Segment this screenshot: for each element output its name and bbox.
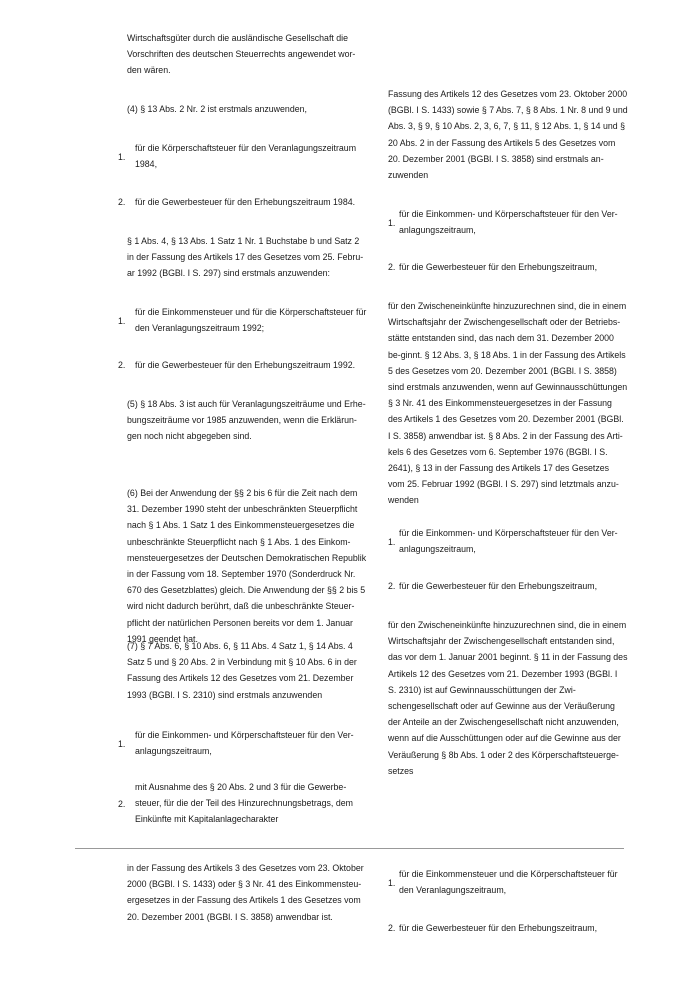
list-item: 2. für die Gewerbesteuer für den Erhebungszeitraum 1984. — [118, 197, 356, 207]
list-item: 1. für die Einkommen- und Körperschaftsteuer für den Ver-anlagungszeitraum, — [388, 528, 618, 555]
section-divider — [75, 848, 624, 849]
list-item: 1. für die Einkommen- und Körperschaftsteuer für den Ver-anlagungszeitraum, — [388, 209, 618, 236]
list-item: 1. für die Einkommensteuer und für die Körperschaftsteuer für den Veranlagungszeitraum 1992; — [118, 307, 367, 334]
right-column — [388, 0, 628, 840]
list-item: 2. für die Gewerbesteuer für den Erhebungszeitraum 1992. — [118, 360, 356, 370]
paragraph-7: (7) § 7 Abs. 6, § 10 Abs. 6, § 11 Abs. 4 Satz 1, § 14 Abs. 4 Satz 5 und § 20 Abs. 2 in Verbindung mit § 10 Abs. 6 in der Fassung des Artikels 12 des Gesetzes vom 21. Dezember 1993 (BGBl. I S. 2310) sind erstmals anzuwenden — [127, 641, 357, 700]
list-item: 1. für die Einkommensteuer und die Körperschaftsteuer für den Veranlagungszeitraum, — [388, 869, 618, 896]
paragraph: für den Zwischeneinkünfte hinzuzurechnen sind, die in einem Wirtschaftsjahr der Zwischengesellschaft entstanden sind, das vor dem 1. Januar 2001 beginnt. § 11 in der Fassung des Artikels 12 des Gesetzes vom 21. Dezember 1993 (BGBl. I S. 2310) ist auf Gewinnausschüttungen der Zwi-schengesellschaft oder auf Gewinne aus der Veräußerung der Anteile an der Zwischengesellschaft nicht anzuwenden, wenn auf die Ausschüttungen oder auf die Gewinne aus der Veräußerung § 8b Abs. 1 oder 2 des Körperschaftsteuerge-setzes — [388, 620, 628, 776]
paragraph-5: (5) § 18 Abs. 3 ist auch für Veranlagungszeiträume und Erhe-bungszeiträume vor 1985 anzuwenden, wenn die Erklärun-gen noch nicht abgegeben sind. — [127, 399, 366, 442]
list-item: 1. für die Körperschaftsteuer für den Veranlagungszeitraum 1984, — [118, 143, 357, 170]
left-column — [118, 0, 367, 840]
paragraph-4: (4) § 13 Abs. 2 Nr. 2 ist erstmals anzuwenden, — [127, 104, 307, 114]
bottom-right-column — [388, 860, 628, 980]
bottom-left-column — [127, 860, 367, 980]
list-item: 2. für die Gewerbesteuer für den Erhebungszeitraum, — [388, 581, 598, 591]
paragraph: Fassung des Artikels 12 des Gesetzes vom 23. Oktober 2000 (BGBl. I S. 1433) sowie § 7 Abs. 7, § 8 Abs. 1 Nr. 8 und 9 und Abs. 3, § 9, § 10 Abs. 2, 3, 6, 7, § 11, § 12 Abs. 1, § 14 und § 20 Abs. 2 in der Fassung des Artikels 5 des Gesetzes vom 20. Dezember 2001 (BGBl. I S. 3858) sind erstmals an-zuwenden — [388, 89, 628, 181]
paragraph: in der Fassung des Artikels 3 des Gesetzes vom 23. Oktober 2000 (BGBl. I S. 1433) oder § 3 Nr. 41 des Einkommensteu-ergesetzes in der Fassung des Artikels 1 des Gesetzes vom 20. Dezember 2001 (BGBl. I S. 3858) anwendbar ist. — [127, 863, 364, 922]
paragraph-6: (6) Bei der Anwendung der §§ 2 bis 6 für die Zeit nach dem 31. Dezember 1990 steht der unbeschränkten Steuerpflicht nach § 1 Abs. 1 Satz 1 des Einkommensteuergesetzes die unbeschränkte Steuerpflicht nach § 1 Abs. 1 des Einkom-mensteuergesetzes der Deutschen Demokratischen Republik in der Fassung vom 18. September 1970 (Sonderdruck Nr. 670 des Gesetzblattes) gleich. Die Anwendung der §§ 2 bis 5 wird nicht dadurch berührt, daß die unbeschränkte Steuer-pflicht der natürlichen Personen bereits vor dem 1. Januar 1991 geendet hat. — [127, 488, 367, 644]
list-item: 1. für die Einkommen- und Körperschaftsteuer für den Ver-anlagungszeitraum, — [118, 730, 354, 757]
list-item: 2. mit Ausnahme des § 20 Abs. 2 und 3 für die Gewerbe-steuer, für die der Teil des Hinzurechnungsbetrags, dem Einkünfte mit Kapitalanlagecharakter — [118, 782, 353, 825]
paragraph: § 1 Abs. 4, § 13 Abs. 1 Satz 1 Nr. 1 Buchstabe b und Satz 2 in der Fassung des Artikels 17 des Gesetzes vom 25. Febru-ar 1992 (BGBl. I S. 297) sind erstmals anzuwenden: — [127, 236, 364, 279]
list-item: 2. für die Gewerbesteuer für den Erhebungszeitraum, — [388, 262, 598, 272]
paragraph: Wirtschaftsgüter durch die ausländische Gesellschaft die Vorschriften des deutschen Steuerrechts angewendet wor-den wären. — [127, 33, 356, 76]
paragraph: für den Zwischeneinkünfte hinzuzurechnen sind, die in einem Wirtschaftsjahr der Zwischengesellschaft oder der Betriebs-stätte entstanden sind, das nach dem 31. Dezember 2000 be-ginnt. § 12 Abs. 3, § 18 Abs. 1 in der Fassung des Artikels 5 des Gesetzes vom 20. Dezember 2001 (BGBl. I S. 3858) sind erstmals anzuwenden, wenn auf Gewinnausschüttungen § 3 Nr. 41 des Einkommensteuergesetzes in der Fassung des Artikels 1 des Gesetzes vom 20. Dezember 2001 (BGBl. I S. 3858) anwendbar ist. § 8 Abs. 2 in der Fassung des Arti-kels 6 des Gesetzes vom 6. September 1976 (BGBl. I S. 2641), § 13 in der Fassung des Artikels 17 des Gesetzes vom 25. Februar 1992 (BGBl. I S. 297) sind letztmals anzu-wenden — [388, 301, 628, 506]
list-item: 2. für die Gewerbesteuer für den Erhebungszeitraum, — [388, 923, 598, 933]
